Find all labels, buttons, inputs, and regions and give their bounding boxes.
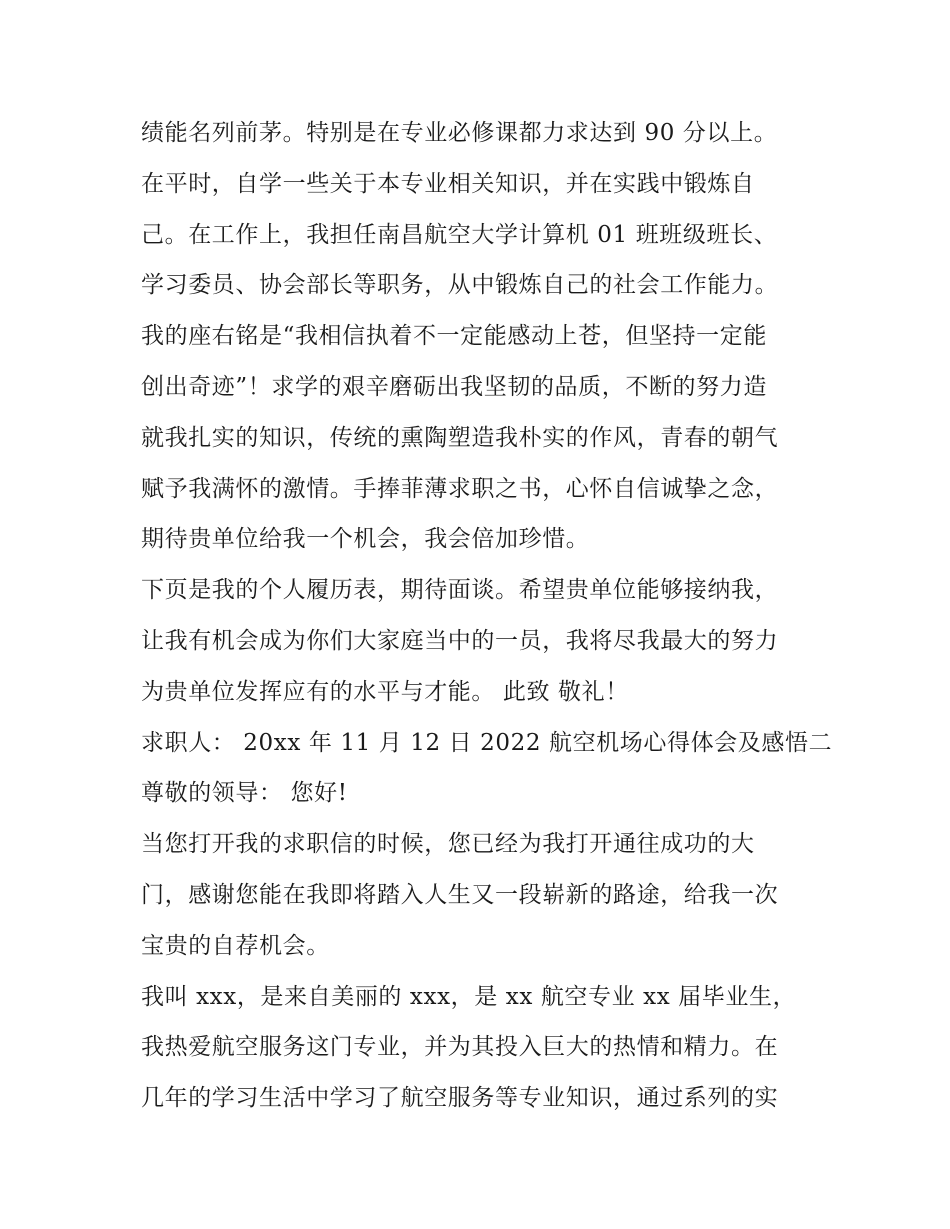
text-line: 就我扎实的知识，传统的熏陶塑造我朴实的作风，青春的朝气 — [141, 424, 779, 451]
text-line: 求职人： 20xx 年 11 月 12 日 2022 航空机场心得体会及感悟二 — [141, 729, 833, 756]
text-line: 我的座右铭是“我相信执着不一定能感动上苍，但坚持一定能 — [141, 323, 767, 350]
text-line: 几年的学习生活中学习了航空服务等专业知识，通过系列的实 — [141, 1085, 779, 1112]
text-line: 期待贵单位给我一个机会，我会倍加珍惜。 — [141, 526, 590, 553]
body-text — [141, 108, 831, 1124]
text-line: 当您打开我的求职信的时候，您已经为我打开通往成功的大 — [141, 831, 755, 858]
text-line: 在平时，自学一些关于本专业相关知识，并在实践中锻炼自 — [141, 170, 755, 197]
text-line: 赋予我满怀的激情。手捧菲薄求职之书，心怀自信诚挚之念， — [141, 475, 779, 502]
text-line: 尊敬的领导： 您好! — [141, 780, 348, 807]
text-line: 下页是我的个人履历表，期待面谈。希望贵单位能够接纳我， — [141, 577, 779, 604]
text-line: 为贵单位发挥应有的水平与才能。 此致 敬礼！ — [141, 678, 629, 705]
text-line: 我叫 xxx，是来自美丽的 xxx，是 xx 航空专业 xx 届毕业生， — [141, 983, 797, 1010]
text-line: 我热爱航空服务这门专业，并为其投入巨大的热情和精力。在 — [141, 1034, 779, 1061]
text-line: 宝贵的自荐机会。 — [141, 932, 330, 959]
text-line: 创出奇迹”！求学的艰辛磨砺出我坚韧的品质，不断的努力造 — [141, 373, 767, 400]
text-line: 己。在工作上，我担任南昌航空大学计算机 01 班班级班长、 — [141, 221, 778, 248]
text-line: 门，感谢您能在我即将踏入人生又一段崭新的路途，给我一次 — [141, 881, 779, 908]
text-line: 学习委员、协会部长等职务，从中锻炼自己的社会工作能力。 — [141, 272, 779, 299]
text-line: 绩能名列前茅。特别是在专业必修课都力求达到 90 分以上。 — [141, 120, 778, 146]
text-line: 让我有机会成为你们大家庭当中的一员，我将尽我最大的努力 — [141, 627, 779, 654]
